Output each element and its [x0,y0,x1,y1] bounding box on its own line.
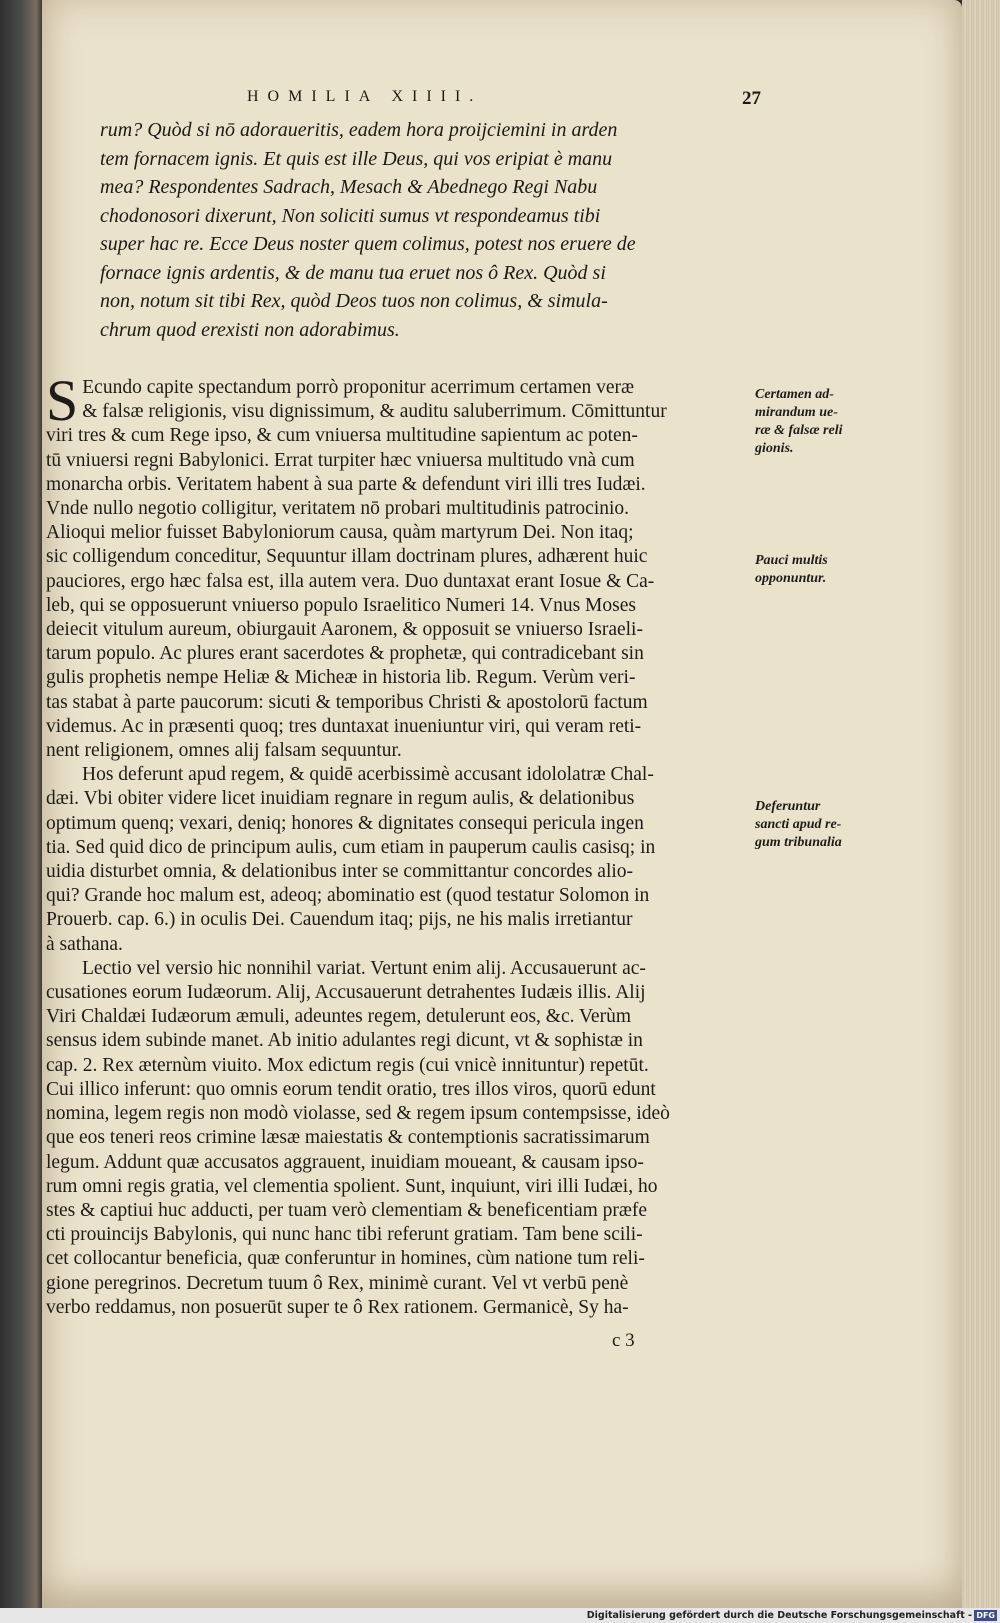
quote-line: fornace ignis ardentis, & de manu tua eruet nos ô Rex. Quòd si [100,261,606,284]
marginal-line: gum tribunalia [755,835,842,850]
marginal-note-3 [755,798,875,852]
text-line: Hos deferunt apud regem, & quidē acerbissimè accusant idololatræ Chal- [82,764,654,786]
text-line: qui? Grande hoc malum est, adeoq; abominatio est (quod testatur Solomon in [46,885,650,907]
text-line: cusationes eorum Iudæorum. Alij, Accusauerunt detrahentes Iudæis illis. Alij [46,982,646,1004]
quote-line: rum? Quòd si nō adoraueritis, eadem hora proijciemini in arden [100,119,618,141]
text-line: tū vniuersi regni Babylonici. Errat turpiter hæc vniuersa multitudo vnà cum [46,449,635,471]
text-line: nent religionem, omnes alij falsam sequuntur. [46,740,402,762]
marginal-line: sancti apud re- [755,817,842,832]
text-line: tia. Sed quid dico de principum aulis, cum etiam in pauperum caulis casisq; in [46,836,656,858]
marginal-line: ræ & falsæ reli [755,423,843,438]
text-line: optimum quenq; vexari, deniq; honores & dignitates consequi pericula ingen [46,812,644,834]
text-line: rum omni regis gratia, vel clementia spolient. Sunt, inquiunt, viri illi Iudæi, ho [46,1175,658,1197]
text-line: Cui illico inferunt: quo omnis eorum tendit oratio, tres illos viros, quorū edunt [46,1078,656,1100]
text-line: uidia disturbet omnia, & delationibus inter se committantur concordes alio- [46,861,634,883]
text-line: dæi. Vbi obiter videre licet inuidiam regnare in regum aulis, & delationibus [46,788,635,810]
footer-strip [0,1608,1000,1623]
marginal-line: mirandum ue- [755,405,838,420]
text-line: viri tres & cum Rege ipso, & cum vniuersa multitudine sapientum ac poten- [46,425,638,447]
text-line: Vnde nullo negotio colligitur, veritatem nō probari multitudinis patrocinio. [46,498,630,520]
text-line: cti prouincijs Babylonis, qui nunc hanc tibi referunt gratiam. Tam bene scili- [46,1224,643,1246]
text-line: cet collocantur beneficia, quæ conferuntur in homines, cùm natione tum reli- [46,1248,645,1270]
quote-line: chodonosori dixerunt, Non soliciti sumus vt respondeamus tibi [100,204,601,227]
text-line: tas stabat à parte paucorum: sicuti & temporibus Christi & apostolorū factum [46,691,648,713]
text-line: stes & captiui huc adducti, per tuam verò clementiam & beneficentiam præfe [46,1199,648,1221]
marginal-line: Pauci multis [755,553,828,568]
marginal-line: Certamen ad- [755,387,834,402]
paragraph-2 [46,763,756,957]
marginal-line: Deferuntur [755,799,821,814]
text-line: que eos teneri reos crimine læsæ maiestatis & contemptionis sacratissimarum [46,1127,650,1149]
quote-line: super hac re. Ecce Deus noster quem colimus, potest nos eruere de [100,233,636,255]
dfg-logo: DFG [976,1611,995,1620]
quote-line: mea? Respondentes Sadrach, Mesach & Abednego Regi Nabu [100,176,598,198]
paragraph-1 [46,368,756,763]
quote-line: tem fornacem ignis. Et quis est ille Deus, qui vos eripiat è manu [100,147,613,170]
signature-mark: c 3 [612,1330,635,1351]
text-line: Prouerb. cap. 6.) in oculis Dei. Cauendum itaq; pijs, ne his malis irretiantur [46,909,633,931]
body-text [46,368,756,1320]
text-line: Ecundo capite spectandum porrò proponitur acerrimum certamen veræ [82,377,635,398]
text-line: legum. Addunt quæ accusatos aggrauent, inuidiam moueant, & causam ipso- [46,1151,644,1173]
marginal-note-2 [755,552,875,588]
text-line: pauciores, ergo hæc falsa est, illa autem vera. Duo duntaxat erant Iosue & Ca- [46,570,655,592]
quote-line: chrum quod erexisti non adorabimus. [100,318,400,341]
page-edges [962,0,1000,1608]
marginal-line: opponuntur. [755,571,827,586]
text-line: Alioqui melior fuisset Babyloniorum causa, quàm martyrum Dei. Non itaq; [46,522,634,544]
scripture-quote [100,116,720,344]
running-header [42,88,962,108]
text-line: sic colligendum conceditur, Sequuntur illam doctrinam plures, adhærent huic [46,546,648,568]
marginal-note-1 [755,386,875,458]
book-page [42,0,962,1608]
funding-credit: Digitalisierung gefördert durch die Deutsche Forschungsgemeinschaft - [586,1610,972,1621]
text-line: videmus. Ac in præsenti quoq; tres duntaxat inueniuntur viri, qui veram reti- [46,715,642,737]
text-line: monarcha orbis. Veritatem habent à sua parte & defendunt viri illi tres Iudæi. [46,473,646,495]
text-line: Viri Chaldæi Iudæorum æmuli, adeuntes regem, detulerunt eos, &c. Verùm [46,1006,631,1028]
text-line: nomina, legem regis non modò violasse, sed & regem ipsum contempsisse, ideò [46,1103,670,1125]
text-line: gulis prophetis nempe Heliæ & Micheæ in historia lib. Regum. Verùm veri- [46,667,636,689]
marginal-line: gionis. [755,441,794,456]
text-line: Lectio vel versio hic nonnihil variat. Vertunt enim alij. Accusauerunt ac- [82,957,646,979]
header-title: HOMILIA XIIII. [247,88,483,105]
text-line: leb, qui se opposuerunt vniuerso populo Israelitico Numeri 14. Vnus Moses [46,594,636,616]
text-line: verbo reddamus, non posuerūt super te ô Rex rationem. Germanicè, Sy ha- [46,1296,629,1318]
text-line: gione peregrinos. Decretum tuum ô Rex, minimè curant. Vel vt verbū penè [46,1272,629,1294]
text-line: à sathana. [46,933,123,955]
text-line: & falsæ religionis, visu dignissimum, & auditu saluberrimum. Cōmittuntur [82,401,667,423]
paragraph-3 [46,957,756,1320]
quote-line: non, notum sit tibi Rex, quòd Deos tuos non colimus, & simula- [100,290,608,312]
text-line: tarum populo. Ac plures erant sacerdotes & prophetæ, qui contradicebant sin [46,643,644,665]
text-line: cap. 2. Rex æternùm viuito. Mox edictum regis (cui vnicè innituntur) repetūt. [46,1054,649,1076]
text-line: deiecit vitulum aureum, obiurgauit Aaronem, & opposuit se vniuerso Israeli- [46,619,643,641]
drop-cap: S [46,368,79,433]
text-line: sensus idem subinde manet. Ab initio adulantes regi dicunt, vt & sophistæ in [46,1030,643,1052]
page-number: 27 [742,88,761,109]
